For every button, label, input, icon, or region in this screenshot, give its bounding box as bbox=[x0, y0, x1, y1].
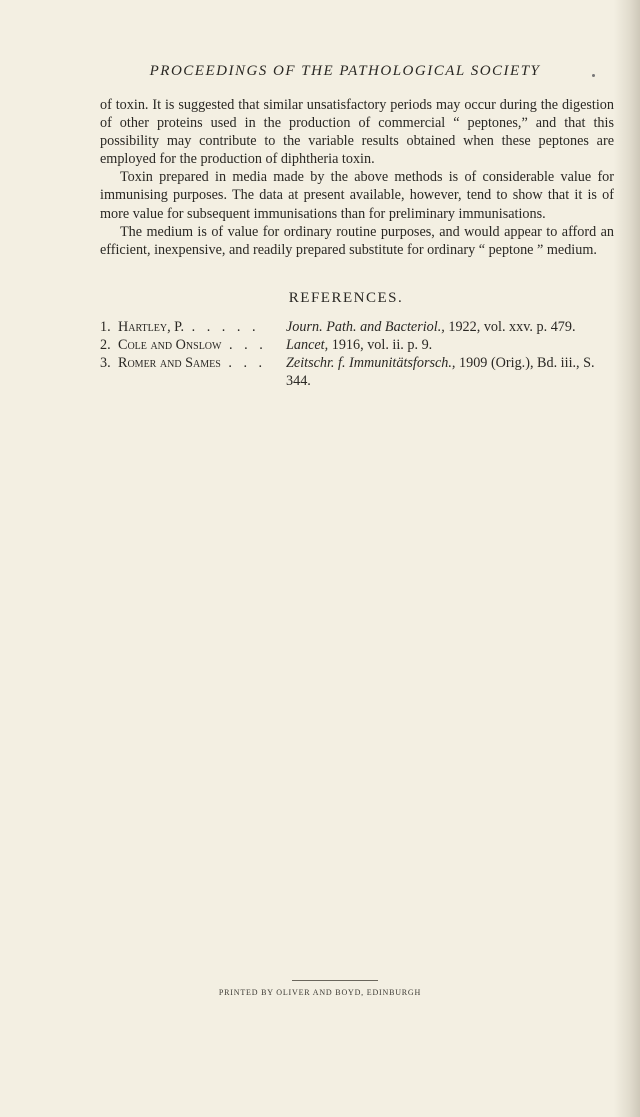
journal-title: Zeitschr. f. Immunitätsforsch., bbox=[286, 355, 456, 371]
body-text bbox=[100, 96, 614, 259]
page-edge-shadow bbox=[614, 0, 640, 1117]
printer-rule bbox=[292, 980, 378, 981]
journal-title: Journ. Path. and Bacteriol., bbox=[286, 319, 445, 335]
citation-detail: 1916, vol. ii. p. 9. bbox=[328, 337, 433, 353]
paragraph: Toxin prepared in media made by the above methods is of considerable value for immunising purposes. The data at present available, however, tend to show that it is of more value for subsequent immunisations than for preliminary immunisations. bbox=[100, 169, 614, 222]
author-name: Hartley, P. bbox=[118, 319, 185, 335]
reference-author bbox=[118, 336, 286, 354]
paragraph: of toxin. It is suggested that similar unsatisfactory periods may occur during the digestion of other proteins used in the production of commercial “ peptones,” and that this possibility may contribute to the variable results obtained when these peptones are employed for the production of diphtheria toxin. bbox=[100, 97, 614, 168]
paragraph: The medium is of value for ordinary routine purposes, and would appear to afford an efficient, inexpensive, and readily prepared substitute for ordinary “ peptone ” medium. bbox=[100, 223, 614, 258]
author-name: Cole and Onslow bbox=[118, 337, 222, 353]
reference-number: 3. bbox=[100, 355, 111, 371]
leader-dots: . . . bbox=[220, 355, 267, 371]
printer-imprint: PRINTED BY OLIVER AND BOYD, EDINBURGH bbox=[218, 988, 422, 997]
reference-number: 2. bbox=[100, 337, 111, 353]
references-list bbox=[100, 318, 614, 390]
journal-title: Lancet, bbox=[286, 337, 329, 353]
leader-dots: . . . . . bbox=[184, 319, 260, 335]
reference-citation bbox=[286, 318, 614, 336]
reference-author bbox=[118, 318, 286, 336]
citation-detail: 1922, vol. xxv. p. 479. bbox=[444, 319, 576, 335]
reference-citation bbox=[286, 354, 614, 390]
reference-item bbox=[100, 336, 614, 354]
reference-citation bbox=[286, 336, 614, 354]
leader-dots: . . . bbox=[221, 337, 267, 353]
running-head-text: PROCEEDINGS OF THE PATHOLOGICAL SOCIETY bbox=[149, 63, 541, 79]
references-heading: REFERENCES. bbox=[288, 290, 404, 306]
reference-item bbox=[100, 354, 614, 390]
author-name: Romer and Sames bbox=[118, 355, 221, 371]
running-head bbox=[0, 63, 640, 80]
reference-number: 1. bbox=[100, 319, 111, 335]
reference-author bbox=[118, 354, 286, 390]
citation-detail: 1909 (Orig.), Bd. iii., S. 344. bbox=[286, 355, 595, 389]
reference-item bbox=[100, 318, 614, 336]
